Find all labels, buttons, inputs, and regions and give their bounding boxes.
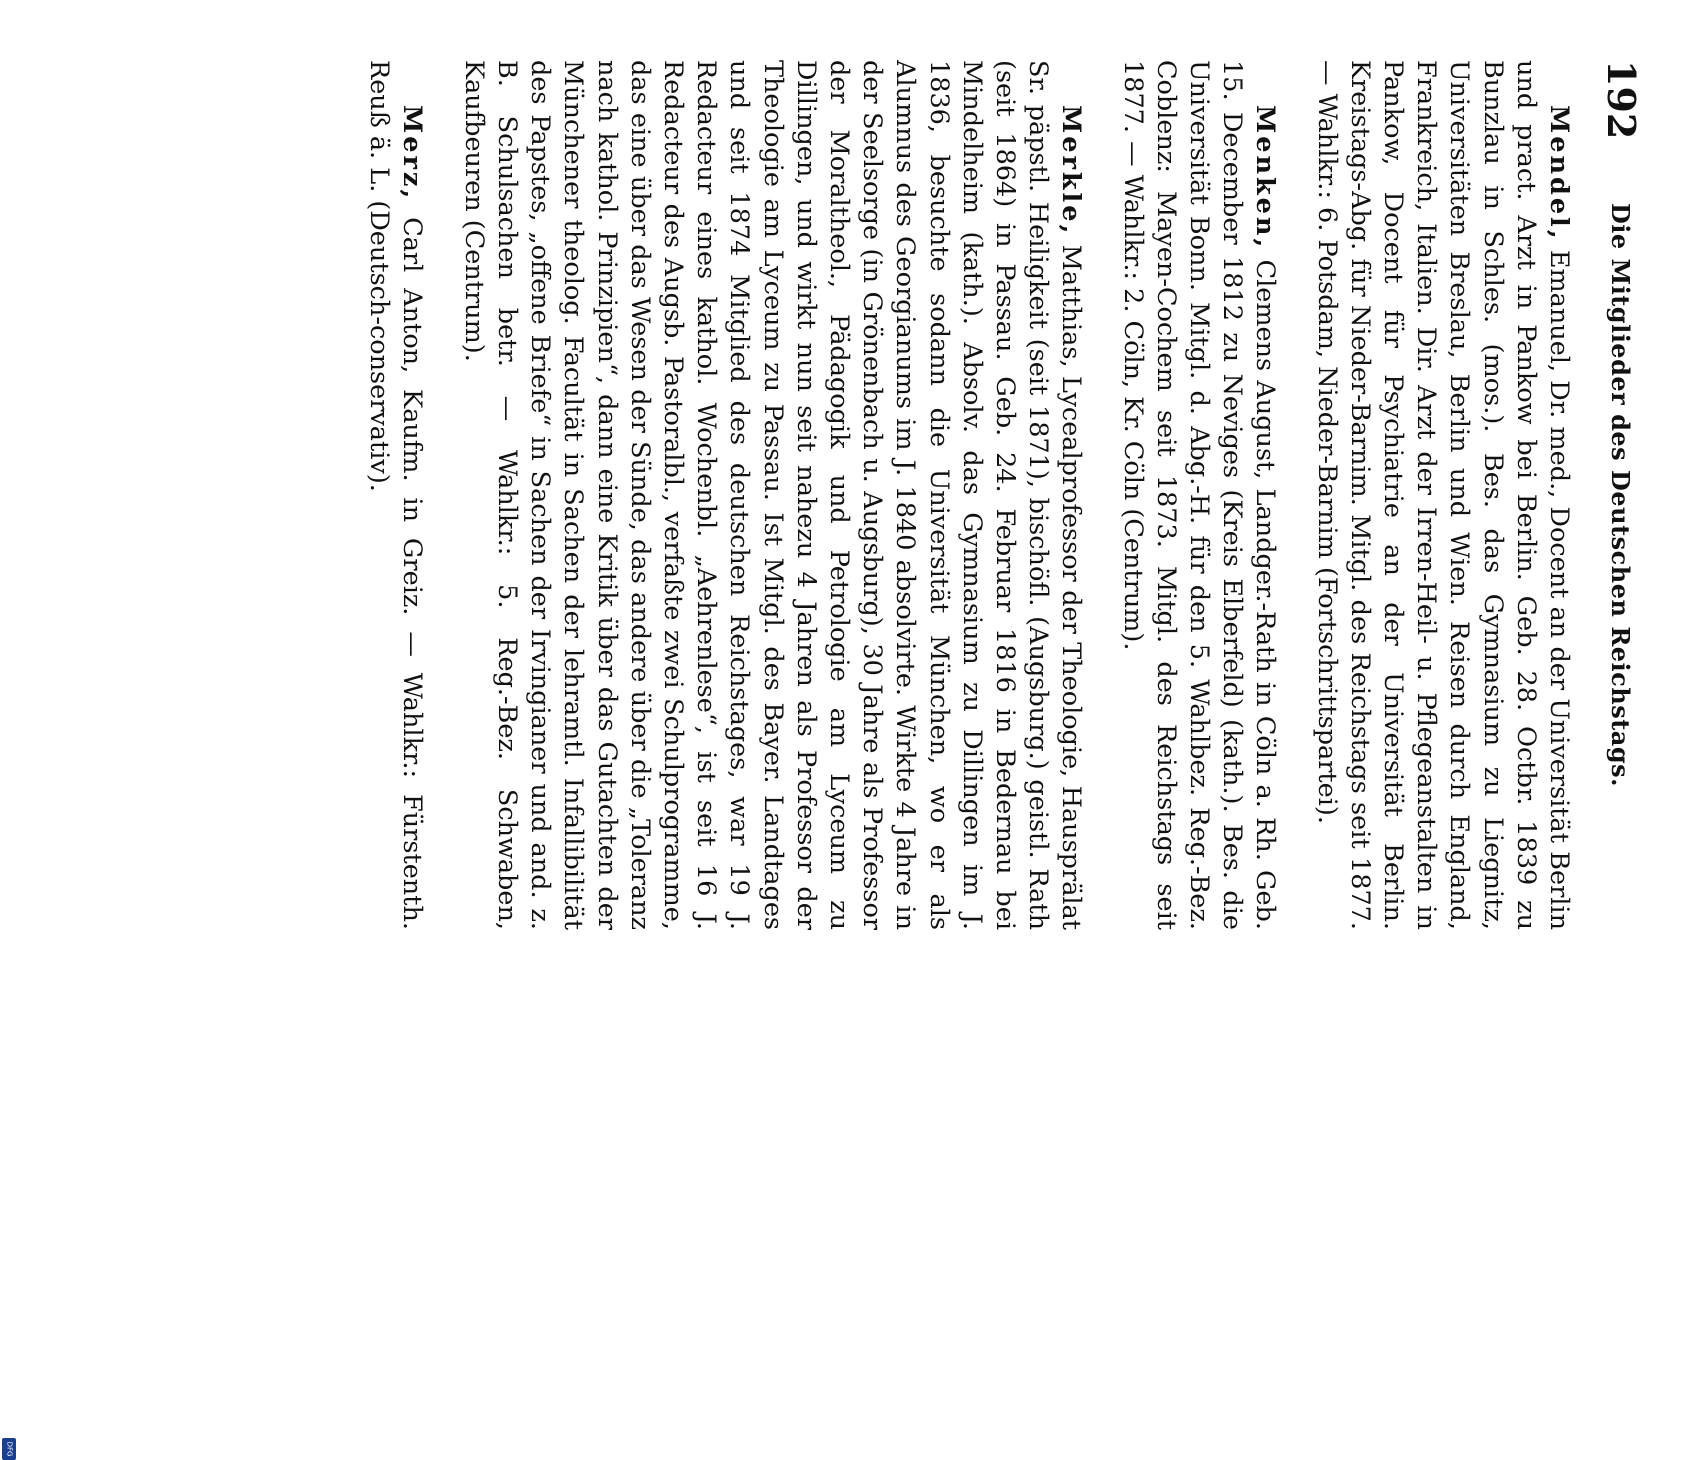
entry-merkle [457,60,1088,930]
entry-mendel [1309,60,1575,930]
entry-text: Emanuel, Dr. med., Docent an der Universität Berlin und pract. Arzt in Pankow bei Berlin. Geb. 28. Octbr. 1839 zu Bunzlau in Schles. (mos.). Bes. das Gymnasium zu Liegnitz, Universitäten Breslau, Berlin und Wien. Reisen durch England, Frankreich, Italien. Dir. Arzt der Irren-Heil- u. Pflegeanstalten in Pankow, Docent für Psychiatrie an der Universität Berlin. Kreistags-Abg. für Nieder-Barnim. Mitgl. des Reichstags seit 1877. — Wahlkr.: 6. Potsdam, Nieder-Barnim (Fortschrittspartei). [1311,60,1574,931]
entry-menken [1115,60,1281,930]
entry-text: Carl Anton, Kaufm. in Greiz. — Wahlkr.: Fürstenth. Reuß ä. L. (Deutsch-conservativ). [364,60,428,930]
entry-name: Merz, [397,105,428,202]
dfg-logo [2,1438,16,1460]
page-header [1592,40,1645,950]
page-number: 192 [1599,60,1644,140]
dfg-logo-label: DFG [5,1441,14,1457]
member-entries [334,60,1575,930]
entry-text: Clemens August, Landger.-Rath in Cöln a. Rh. Geb. 15. December 1812 zu Neviges (Kreis Elberfeld) (kath.). Bes. die Universität Bonn. Mitgl. d. Abg.-H. für den 5. Wahlbez. Reg.-Bez. Coblenz: Mayen-Cochem seit 1873. Mitgl. des Reichstags seit 1877. — Wahlkr.: 2. Cöln, Kr. Cöln (Centrum). [1117,60,1281,930]
credit-text [0,921,2,1341]
digitization-credit [2,566,16,1457]
entry-name: Mendel, [1544,105,1574,242]
running-head: Die Mitglieder des Deutschen Reichstags. [1606,202,1635,788]
entry-name: Menken, [1250,105,1281,251]
entry-name: Merkle, [1056,105,1087,237]
scanned-page [115,40,1645,950]
entry-text: Matthias, Lycealprofessor der Theologie, Hausprälat Sr. päpstl. Heiligkeit (seit 1871), bischöfl. (Augsburg.) geistl. Rath (seit 1864) in Passau. Geb. 24. Februar 1816 in Bedernau bei Mindelheim (kath.). Absolv. das Gymnasium zu Dillingen im J. 1836, besuchte sodann die Universität München, wo er als Alumnus des Georgianums im J. 1840 absolvirte. Wirkte 4 Jahre in der Seelsorge (in Grönenbach u. Augsburg), 30 Jahre als Professor der Moraltheol., Pädagogik und Petrologie am Lyceum zu Dillingen, und wirkt nun seit nahezu 4 Jahren als Professor der Theologie am Lyceum zu Passau. Ist Mitgl. des Bayer. Landtages und seit 1874 Mitglied des deutschen Reichstages, war 19 J. Redacteur eines kathol. Wochenbl. „Aehrenlese“, ist seit 16 J. Redacteur des Augsb. Pastoralbl., verfaßte zwei Schulprogramme, das eine über das Wesen der Sünde, das andere über die „Toleranz nach kathol. Prinzipien“, dann eine Kritik über das Gutachten der Münchener theolog. Facultät in Sachen der lehramtl. Infallibilität des Papstes, „offene Briefe“ in Sachen der Irvingianer und and. z. B. Schulsachen betr. — Wahlkr.: 5. Reg.-Bez. Schwaben, Kaufbeuren (Centrum). [458,60,1087,931]
entry-merz [362,60,428,930]
